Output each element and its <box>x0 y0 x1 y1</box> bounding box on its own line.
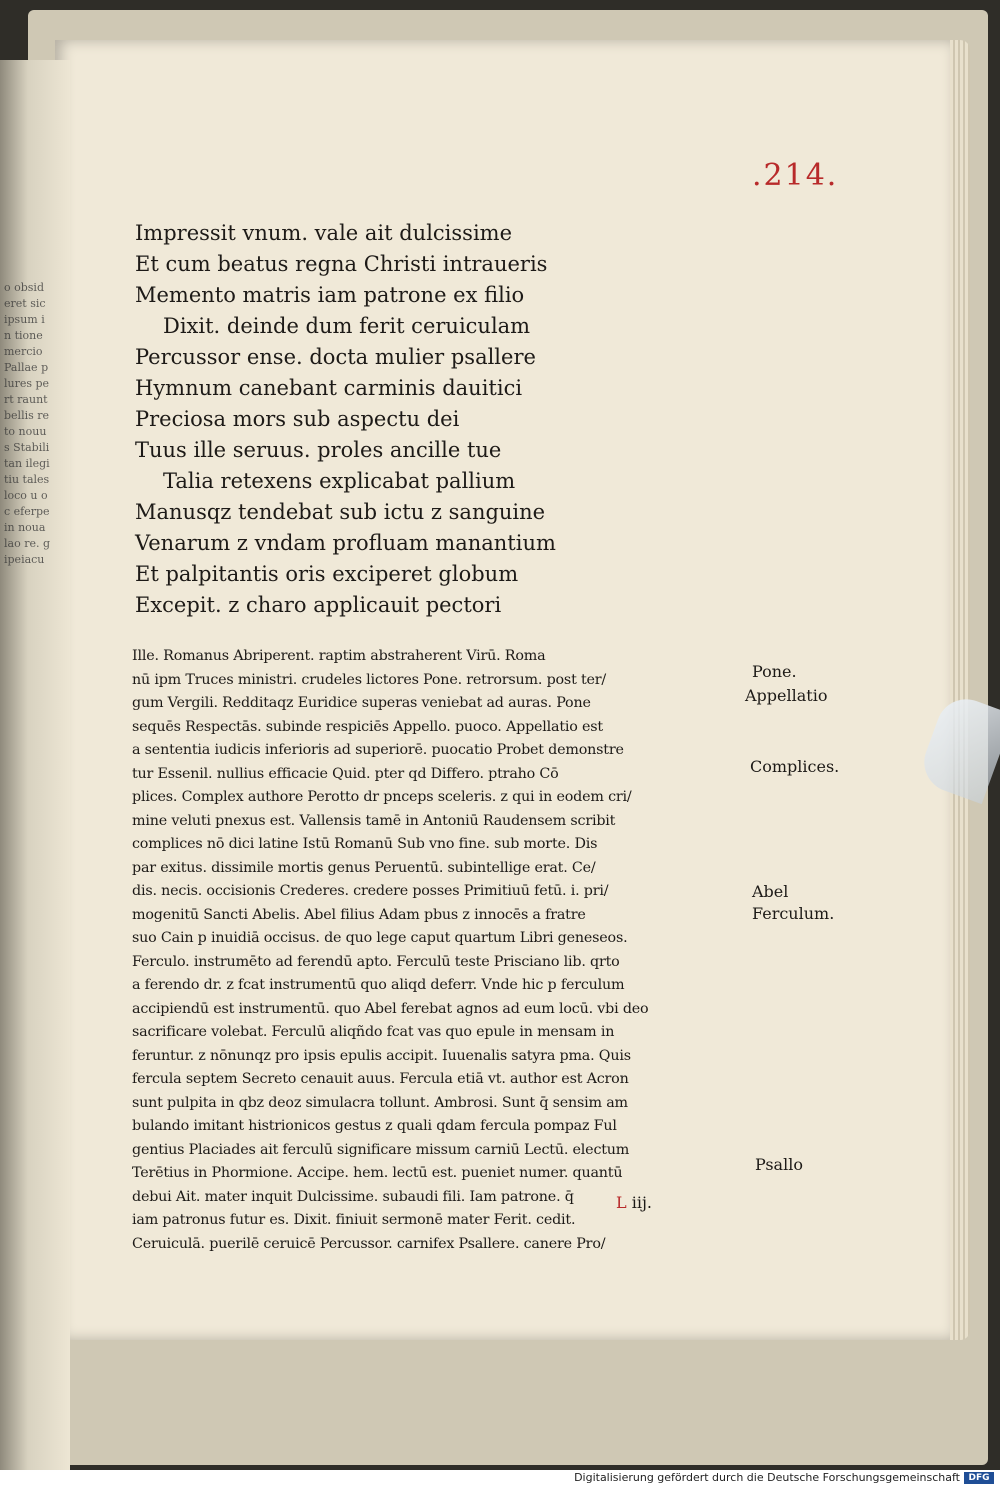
commentary-line: dis. necis. occisionis Crederes. credere posses Primitiuū fetū. i. pri/ <box>132 883 609 899</box>
commentary-line: a ferendo dr. z fcat instrumentū quo aliqd deferr. Vnde hic p ferculum <box>132 977 625 993</box>
commentary-line: tur Essenil. nullius efficacie Quid. pter qd Differo. ptraho Cō <box>132 765 559 782</box>
commentary-line: suo Cain p inuidiā occisus. de quo lege caput quartum Libri geneseos. <box>132 930 628 946</box>
footer-bar <box>0 1470 1000 1487</box>
footer-credit: Digitalisierung gefördert durch die Deutsche Forschungsgemeinschaft <box>574 1471 960 1484</box>
commentary-line: Ceruiculā. puerilē ceruicē Percussor. carnifex Psallere. canere Pro/ <box>132 1235 606 1252</box>
signature-letter: L <box>616 1193 627 1212</box>
commentary-line: nū ipm Truces ministri. crudeles lictores Pone. retrorsum. post ter/ <box>132 671 607 688</box>
verse-line: Tuus ille seruus. proles ancille tue <box>135 438 502 462</box>
verse-line: Hymnum canebant carminis dauitici <box>135 376 523 400</box>
dfg-logo: DFG <box>964 1472 994 1484</box>
commentary-line: mine veluti pnexus est. Vallensis tamē in Antoniū Raudensem scribit <box>132 812 616 829</box>
commentary-line: par exitus. dissimile mortis genus Peruentū. subintellige erat. Ce/ <box>132 859 596 876</box>
commentary-line: Ferculo. instrumēto ad ferendū apto. Ferculū teste Prisciano lib. qrto <box>132 953 620 970</box>
verse-line: Impressit vnum. vale ait dulcissime <box>135 221 513 245</box>
commentary-line: Terētius in Phormione. Accipe. hem. lectū est. pueniet numer. quantū <box>132 1165 623 1181</box>
commentary-line: accipiendū est instrumentū. quo Abel ferebat agnos ad eum locū. vbi deo <box>132 1000 649 1017</box>
commentary-line: gum Vergili. Redditaqz Euridice superas veniebat ad auras. Pone <box>132 695 591 711</box>
verse-line: Venarum z vndam profluam manantium <box>135 531 556 555</box>
commentary-line: a sententia iudicis inferioris ad superiorē. puocatio Probet demonstre <box>132 742 624 758</box>
verse-line: Excepit. z charo applicauit pectori <box>135 593 502 617</box>
verse-line: Et cum beatus regna Christi intraueris <box>135 252 548 276</box>
commentary-line: sunt pulpita in qbz deoz simulacra tollunt. Ambrosi. Sunt q̄ sensim am <box>132 1094 628 1111</box>
margin-note: Ferculum. <box>752 904 835 923</box>
verse-line: Et palpitantis oris exciperet globum <box>135 562 519 586</box>
folio-number: .214. <box>752 158 839 193</box>
commentary-line: plices. Complex authore Perotto dr pnceps sceleris. z qui in eodem cri/ <box>132 789 632 805</box>
margin-note: Abel <box>752 882 789 901</box>
verse-line: Manusqz tendebat sub ictu z sanguine <box>135 500 546 524</box>
commentary-line: fercula septem Secreto cenauit auus. Fercula etiā vt. author est Acron <box>132 1071 629 1087</box>
verse-line: Memento matris iam patrone ex filio <box>135 283 525 307</box>
commentary-line: iam patronus futur es. Dixit. finiuit sermonē mater Ferit. cedit. <box>132 1212 576 1228</box>
commentary-line: complices nō dici latine Istū Romanū Sub vno fine. sub morte. Dis <box>132 836 598 852</box>
verse-line: Dixit. deinde dum ferit ceruiculam <box>163 314 531 338</box>
commentary-line: debui Ait. mater inquit Dulcissime. subaudi fili. Iam patrone. q̄ <box>132 1188 574 1205</box>
margin-note: Complices. <box>750 757 840 776</box>
commentary-line: mogenitū Sancti Abelis. Abel filius Adam pbus z innocēs a fratre <box>132 906 586 923</box>
margin-note: Pone. <box>752 662 797 681</box>
commentary-block <box>132 645 744 1256</box>
commentary-line: feruntur. z nōnunqz pro ipsis epulis accipit. Iuuenalis satyra pma. Quis <box>132 1047 631 1064</box>
left-page-edge <box>0 60 70 1470</box>
verse-block <box>135 218 655 621</box>
signature-number: iij. <box>626 1193 652 1212</box>
verse-line: Percussor ense. docta mulier psallere <box>135 345 536 369</box>
verse-line: Preciosa mors sub aspectu dei <box>135 407 460 431</box>
commentary-line: sacrificare volebat. Ferculū aliqñdo fcat vas quo epule in mensam in <box>132 1024 615 1040</box>
signature-mark <box>616 1193 652 1212</box>
commentary-line: gentius Placiades ait ferculū significare missum carniū Lectū. electum <box>132 1141 630 1158</box>
commentary-line: bulando imitant histrionicos gestus z quali qdam fercula pompaz Ful <box>132 1118 617 1134</box>
verse-line: Talia retexens explicabat pallium <box>163 469 516 493</box>
margin-note: Appellatio <box>745 686 828 705</box>
commentary-line: sequēs Respectās. subinde respiciēs Appello. puoco. Appellatio est <box>132 718 603 735</box>
margin-note: Psallo <box>755 1155 803 1174</box>
left-page-fragment: o obsideret sic ipsum in tione mercio Pallae plures pert raunt bellis reto nouus Stabilitan ilegitiu tales loco u oc eferpe in noua lao re. gipeiacu <box>4 281 50 566</box>
commentary-line: Ille. Romanus Abriperent. raptim abstraherent Virū. Roma <box>132 648 546 664</box>
